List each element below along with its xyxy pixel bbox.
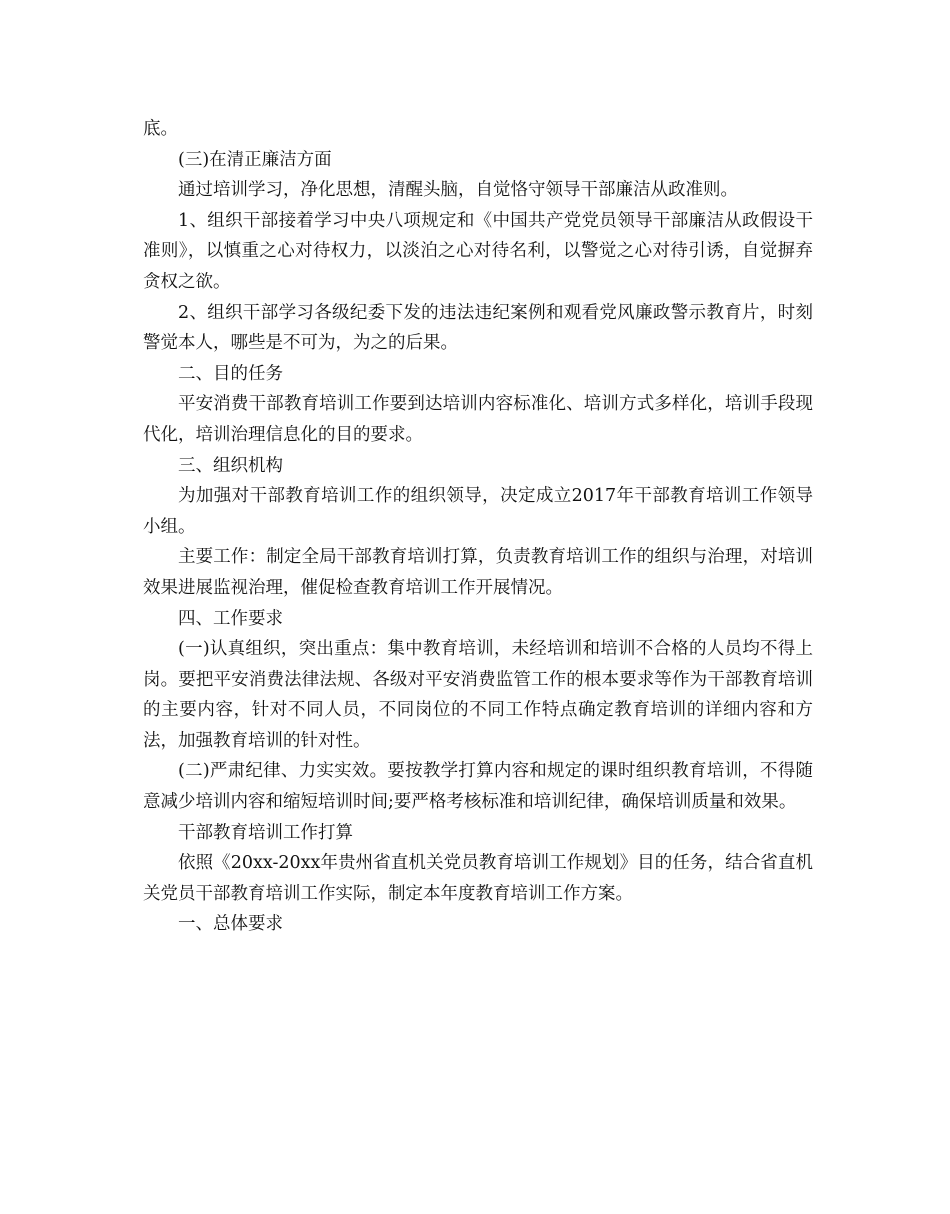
paragraph: 1、组织干部接着学习中央八项规定和《中国共产党党员领导干部廉洁从政假设干准则》，以慎重之心对待权力，以淡泊之心对待名利，以警觉之心对待引诱，自觉摒弃贪权之欲。	[143, 210, 813, 292]
document-title: 干部教育培训工作打算	[178, 822, 353, 843]
paragraph: 主要工作：制定全局干部教育培训打算，负责教育培训工作的组织与治理，对培训效果进展监视治理，催促检查教育培训工作开展情况。	[143, 547, 813, 598]
section-heading: 四、工作要求	[178, 608, 283, 629]
paragraph: 通过培训学习，净化思想，清醒头脑，自觉恪守领导干部廉洁从政准则。	[178, 180, 738, 201]
section-heading: 二、目的任务	[178, 363, 283, 384]
paragraph: (一)认真组织，突出重点：集中教育培训，未经培训和培训不合格的人员均不得上岗。要把平安消费法律法规、各级对平安消费监管工作的根本要求等作为干部教育培训的主要内容，针对不同人员，不同岗位的不同工作特点确定教育培训的详细内容和方法，加强教育培训的针对性。	[143, 639, 813, 751]
section-heading: 一、总体要求	[178, 914, 283, 935]
paragraph: (二)严肃纪律、力实实效。要按教学打算内容和规定的课时组织教育培训，不得随意减少培训内容和缩短培训时间;要严格考核标准和培训纪律，确保培训质量和效果。	[143, 761, 813, 813]
paragraph: 2、组织干部学习各级纪委下发的违法违纪案例和观看党风廉政警示教育片，时刻警觉本人，哪些是不可为，为之的后果。	[143, 302, 813, 354]
paragraph: 平安消费干部教育培训工作要到达培训内容标准化、培训方式多样化，培训手段现代化，培训治理信息化的目的要求。	[143, 394, 813, 445]
section-heading: (三)在清正廉洁方面	[178, 149, 332, 170]
paragraph: 底。	[143, 119, 178, 139]
section-heading: 三、组织机构	[178, 455, 283, 476]
paragraph: 依照《20xx-20xx年贵州省直机关党员教育培训工作规划》目的任务，结合省直机关党员干部教育培训工作实际，制定本年度教育培训工作方案。	[143, 853, 813, 904]
paragraph: 为加强对干部教育培训工作的组织领导，决定成立2017年干部教育培训工作领导小组。	[143, 486, 813, 537]
